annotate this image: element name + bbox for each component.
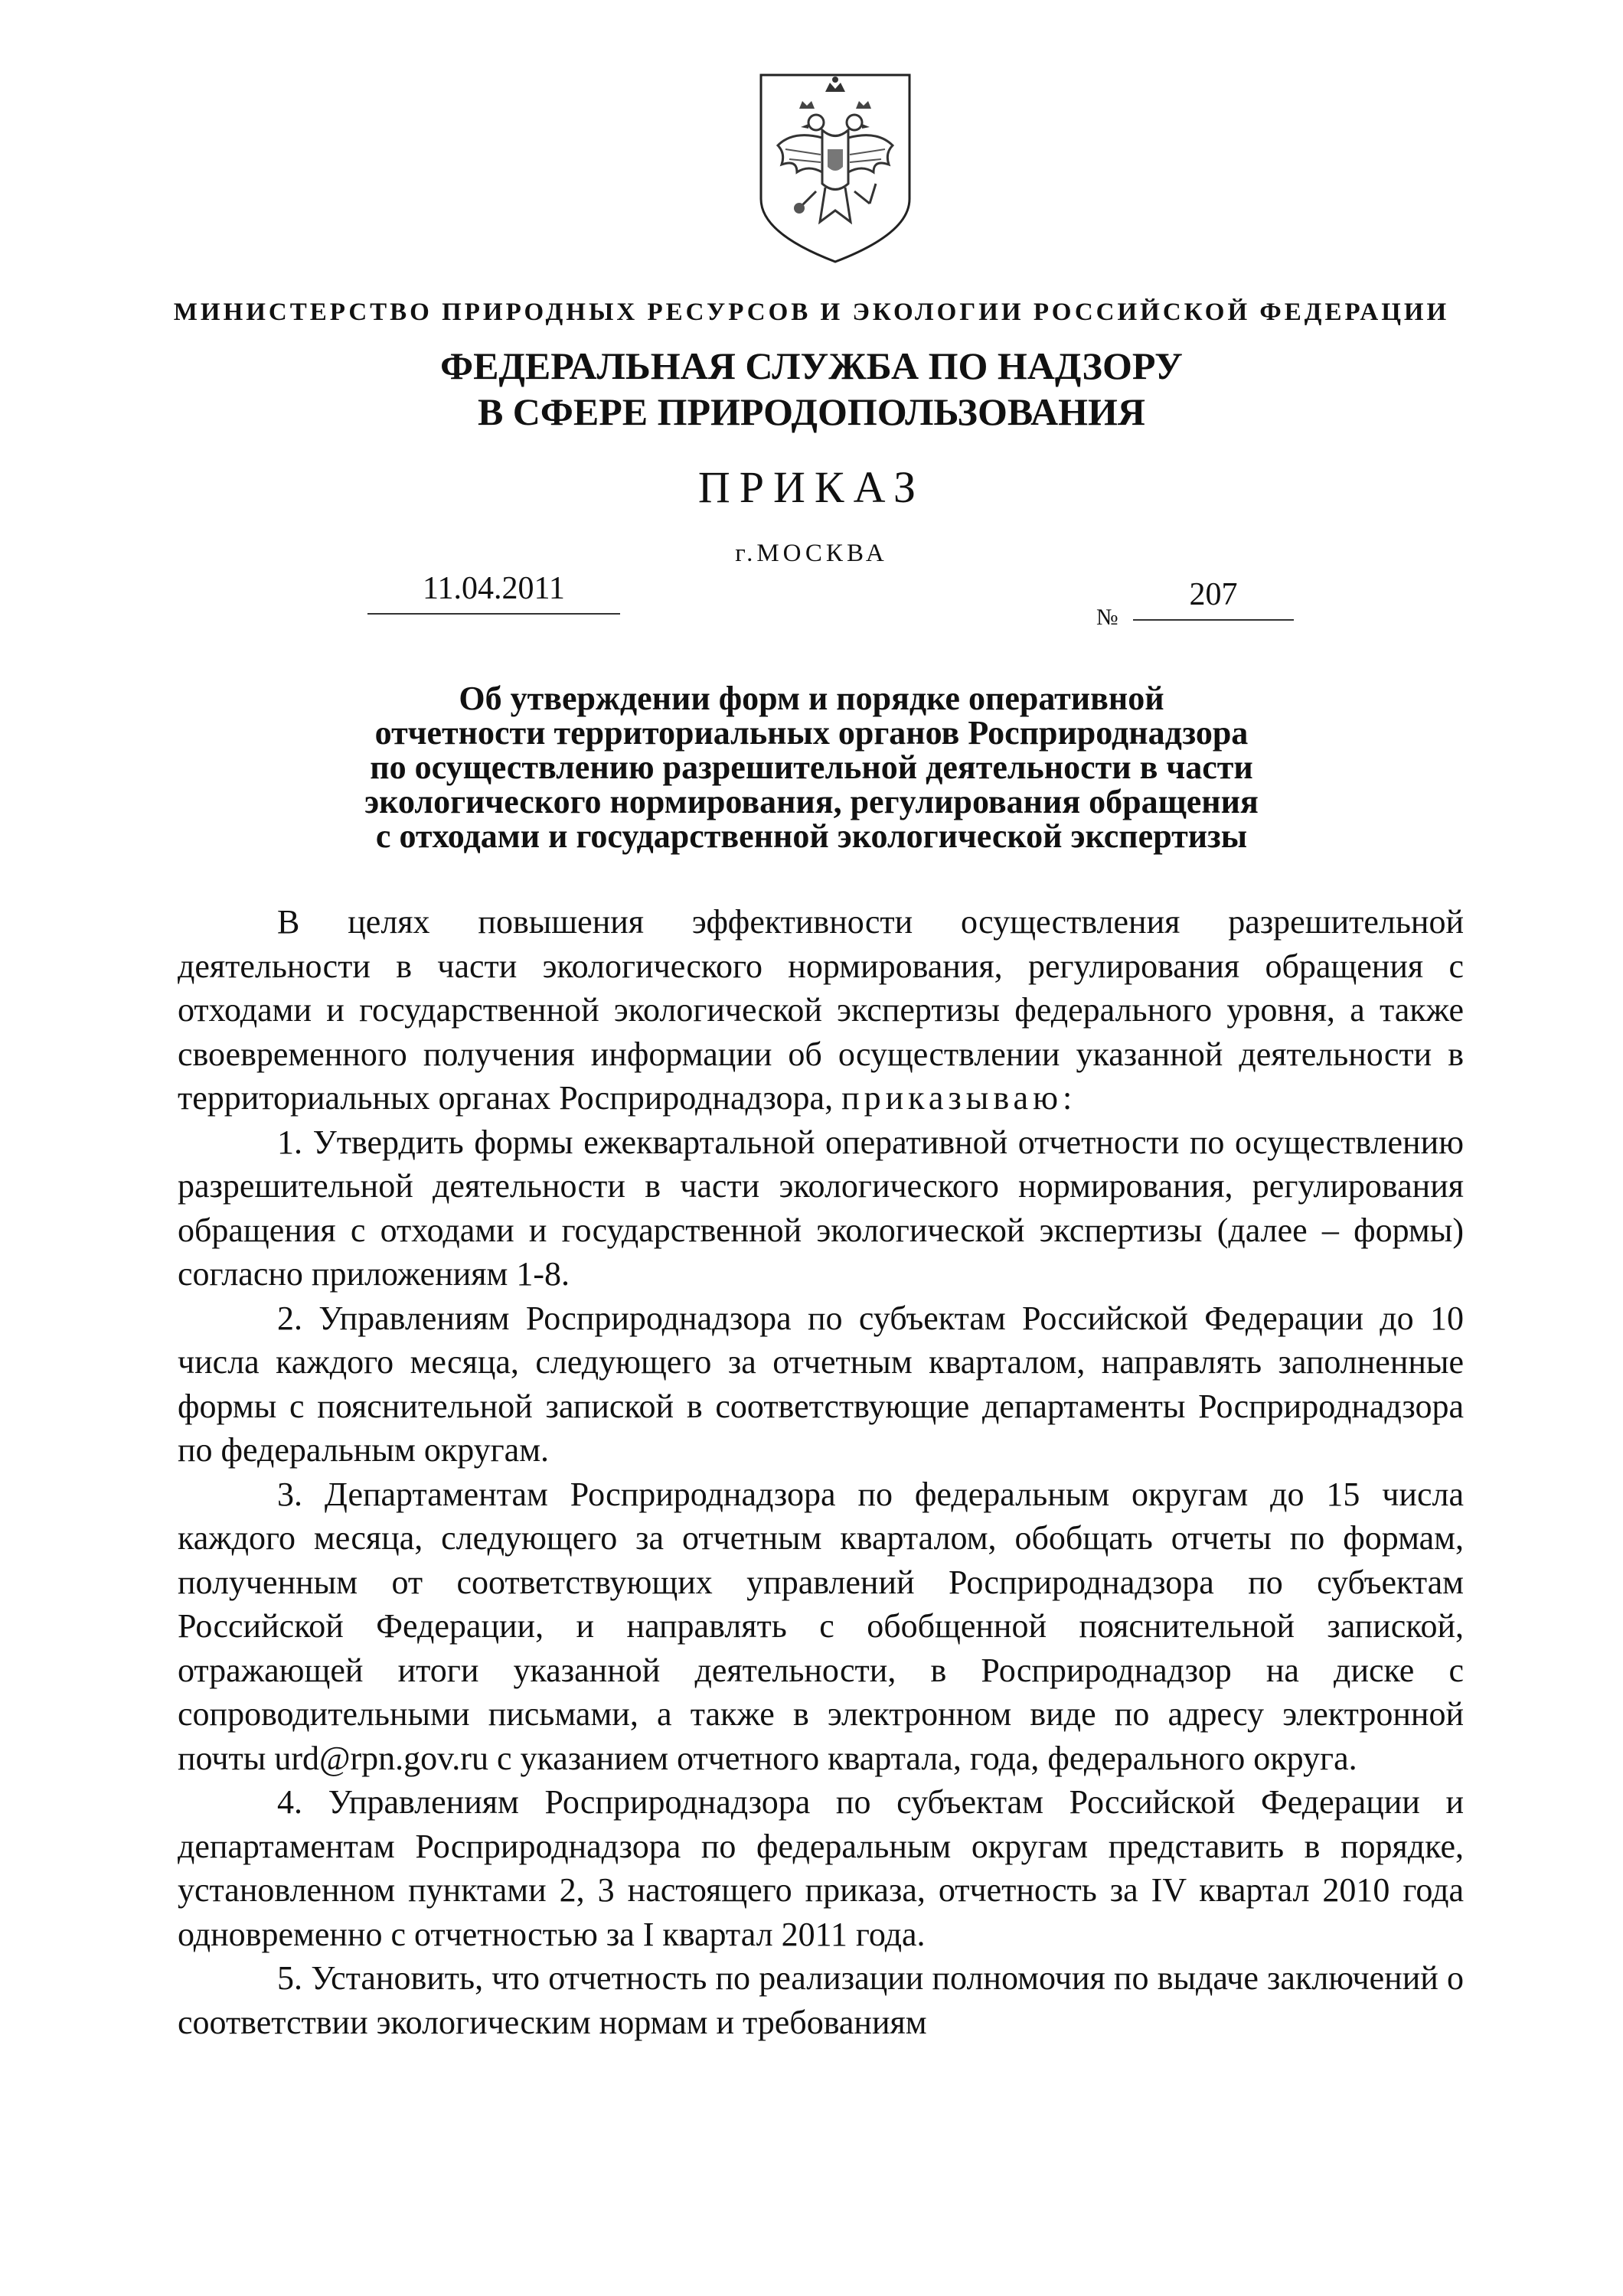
city: г.МОСКВА — [735, 540, 888, 567]
order-word: приказываю: — [841, 1079, 1077, 1117]
subject-line: отчетности территориальных органов Росприроднадзора — [374, 714, 1249, 752]
clause-4: 4. Управлениям Росприроднадзора по субъектам Российской Федерации и департаментам Росприроднадзора по федеральным округам представить в порядке, установленном пунктами 2, 3 настоящего приказа, отчетность за IV квартал 2010 года одновременно с отчетностью за I квартал 2011 года. — [178, 1783, 1464, 1953]
clause-1: 1. Утвердить формы ежеквартальной оперативной отчетности по осуществлению разрешительной деятельности в части экологического нормирования, регулирования обращения с отходами и государственной экологической экспертизы (далее – формы) согласно приложениям 1-8. — [178, 1123, 1464, 1293]
order-body — [178, 900, 1464, 2044]
clause-2: 2. Управлениям Росприроднадзора по субъектам Российской Федерации до 10 числа каждого месяца, следующего за отчетным кварталом, направлять заполненные формы с пояснительной запиской в соответствующие департаменты Росприроднадзора по федеральным округам. — [178, 1299, 1464, 1469]
service-name-line-2: В СФЕРЕ ПРИРОДОПОЛЬЗОВАНИЯ — [477, 390, 1146, 433]
intro-text: В целях повышения эффективности осуществления разрешительной деятельности в части экологического нормирования, регулирования обращения с отходами и государственной экологической экспертизы федерального уровня, а также своевременного получения информации об осуществлении указанной деятельности в территориальных органах Росприроднадзора, — [178, 903, 1464, 1117]
service-name-line-1: ФЕДЕРАЛЬНАЯ СЛУЖБА ПО НАДЗОРУ — [440, 344, 1183, 387]
order-number-label: № — [1096, 605, 1118, 630]
order-date: 11.04.2011 — [367, 570, 620, 615]
clause-3: 3. Департаментам Росприроднадзора по федеральным округам до 15 числа каждого месяца, следующего за отчетным кварталом, обобщать отчеты по формам, полученным от соответствующих управлений Росприроднадзора по субъектам Российской Федерации, и направлять с обобщенной пояснительной запиской, отражающей итоги указанной деятельности, в Росприроднадзор на диске с сопроводительными письмами, а также в электронном виде по адресу электронной почты urd@rpn.gov.ru с указанием отчетного квартала, года, федерального округа. — [178, 1475, 1464, 1777]
subject-line: с отходами и государственной экологической экспертизы — [375, 817, 1248, 855]
document-type: ПРИКАЗ — [697, 462, 926, 512]
clause-5: 5. Установить, что отчетность по реализации полномочия по выдаче заключений о соответствии экологическим нормам и требованиям — [178, 1959, 1464, 2041]
subject-line: Об утверждении форм и порядке оперативной — [459, 680, 1164, 717]
order-subject — [0, 681, 1623, 853]
subject-line: по осуществлению разрешительной деятельности в части — [370, 748, 1253, 786]
subject-line: экологического нормирования, регулирования обращения — [364, 783, 1259, 820]
order-number: 207 — [1133, 576, 1294, 621]
ministry-name: МИНИСТЕРСТВО ПРИРОДНЫХ РЕСУРСОВ И ЭКОЛОГИИ РОССИЙСКОЙ ФЕДЕРАЦИИ — [173, 298, 1450, 326]
russian-coat-of-arms-icon — [755, 69, 916, 268]
intro-paragraph — [178, 900, 1464, 1120]
service-name — [0, 343, 1623, 435]
